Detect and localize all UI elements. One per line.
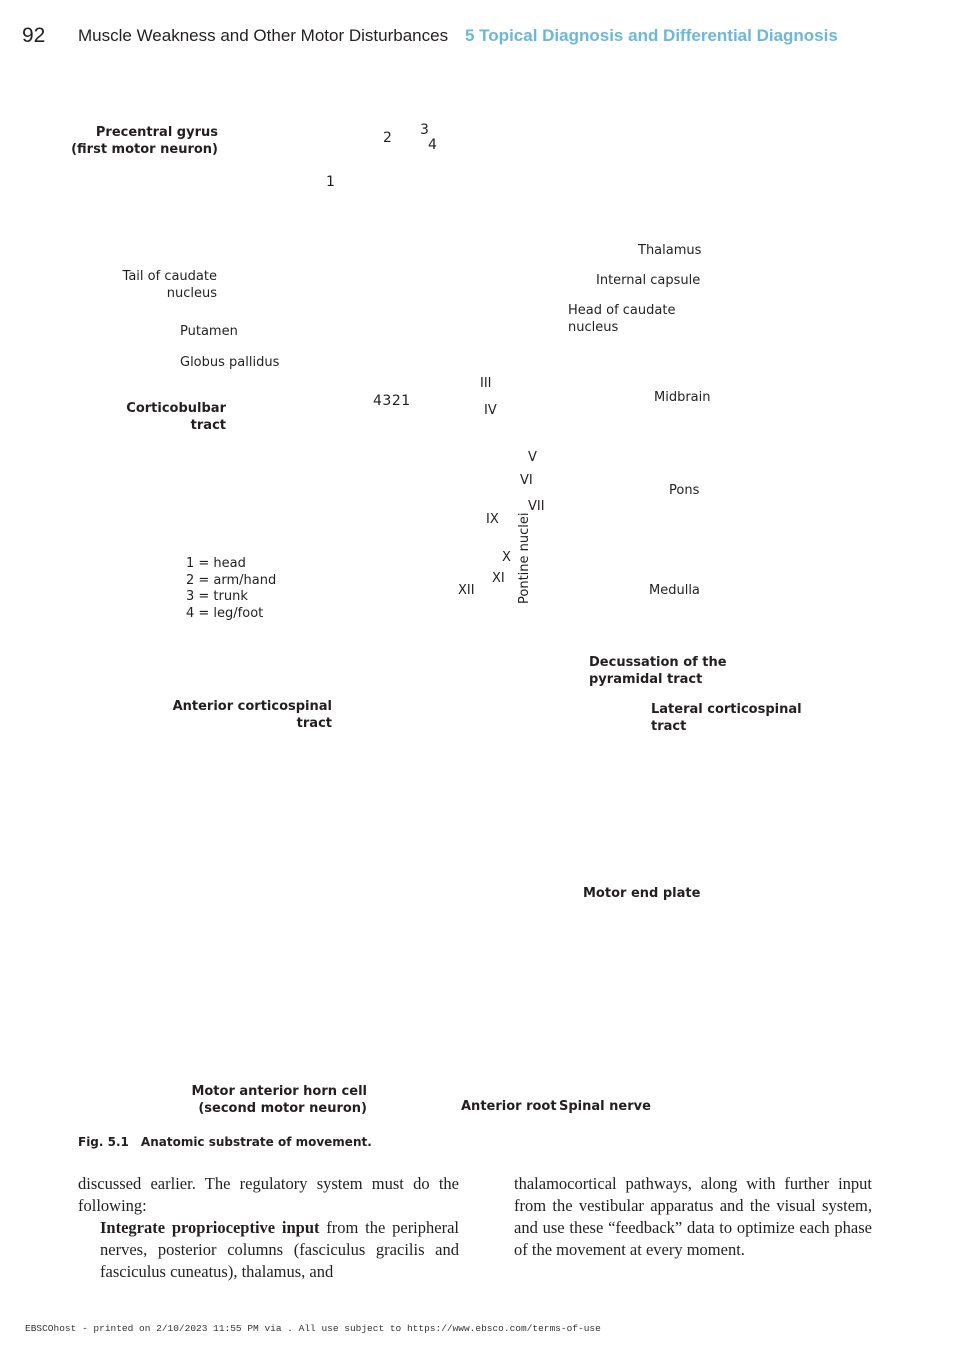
label-spinal-nerve: Spinal nerve (559, 1099, 651, 1114)
label-putamen: Putamen (180, 324, 238, 339)
paragraph: thalamocortical pathways, along with further input from the vestibular apparatus and the visual system, and use these “feedback” data to optimize each phase of the movement at every moment. (514, 1174, 872, 1259)
label-cranial-nerve-XII: XII (458, 583, 475, 598)
label-cranial-nerve-XI: XI (492, 571, 505, 586)
running-header-chapter: Muscle Weakness and Other Motor Disturbances (78, 26, 449, 45)
paragraph: discussed earlier. The regulatory system must do the following: (78, 1174, 459, 1215)
label-cranial-nerve-VII: VII (528, 499, 545, 514)
legend-item: 3 = trunk (186, 589, 248, 604)
legend-item: 1 = head (186, 556, 246, 571)
legend-item: 4 = leg/foot (186, 605, 264, 621)
label-medulla: Medulla (649, 583, 700, 598)
figure-caption-text: Anatomic substrate of movement. (140, 1135, 372, 1149)
page-number: 92 (22, 24, 46, 47)
paragraph-text: from the peripheral nerves, posterior columns (fasciculus gracilis and fasciculus cuneatus), thalamus, and (100, 1218, 459, 1281)
label-cranial-nerve-IV: IV (484, 403, 497, 418)
label-corticobulbar-tract: Corticobulbar tract (126, 401, 226, 433)
label-cranial-nerve-X: X (502, 550, 511, 565)
paragraph (78, 1217, 459, 1283)
label-pontine-nuclei: Pontine nuclei (517, 512, 532, 604)
label-precentral-gyrus: Precentral gyrus (first motor neuron) (71, 125, 218, 157)
label-thalamus: Thalamus (638, 243, 702, 258)
label-cranial-nerve-VI: VI (520, 473, 533, 488)
figure-caption-number: Fig. 5.1 (78, 1135, 129, 1149)
label-cranial-nerve-III: III (480, 376, 492, 391)
label-motor-end-plate: Motor end plate (583, 886, 701, 901)
label-tail-of-caudate: Tail of caudate nucleus (122, 269, 217, 301)
figure-caption (78, 1135, 372, 1149)
label-lateral-corticospinal-tract: Lateral corticospinal tract (651, 702, 802, 734)
bold-term: Integrate proprioceptive input (100, 1218, 320, 1237)
label-motor-anterior-horn-cell: Motor anterior horn cell (second motor neuron) (191, 1084, 367, 1116)
somatotopic-legend (186, 556, 276, 622)
label-cranial-nerve-IX: IX (486, 512, 499, 527)
label-number-2: 2 (383, 130, 392, 146)
body-text-right-column (514, 1173, 872, 1261)
label-midbrain: Midbrain (654, 390, 711, 405)
label-anterior-corticospinal-tract: Anterior corticospinal tract (172, 699, 332, 731)
label-globus-pallidus: Globus pallidus (180, 355, 280, 370)
label-internal-capsule: Internal capsule (596, 273, 701, 288)
label-number-1: 1 (326, 174, 335, 190)
label-somatotopic-numbers: 4321 (373, 393, 411, 409)
footer-print-notice: EBSCOhost - printed on 2/10/2023 11:55 PM via . All use subject to https://www.ebsco.com/terms-of-use (25, 1323, 601, 1334)
body-text-left-column (78, 1173, 459, 1283)
label-number-3: 3 (420, 122, 429, 138)
running-header-section: 5 Topical Diagnosis and Differential Diagnosis (465, 26, 838, 45)
label-cranial-nerve-V: V (528, 450, 537, 465)
label-pons: Pons (669, 483, 700, 498)
label-anterior-root: Anterior root (461, 1099, 557, 1114)
label-decussation: Decussation of the pyramidal tract (589, 655, 727, 687)
legend-item: 2 = arm/hand (186, 572, 277, 588)
label-head-of-caudate: Head of caudate nucleus (568, 303, 676, 335)
label-number-4: 4 (428, 137, 437, 153)
